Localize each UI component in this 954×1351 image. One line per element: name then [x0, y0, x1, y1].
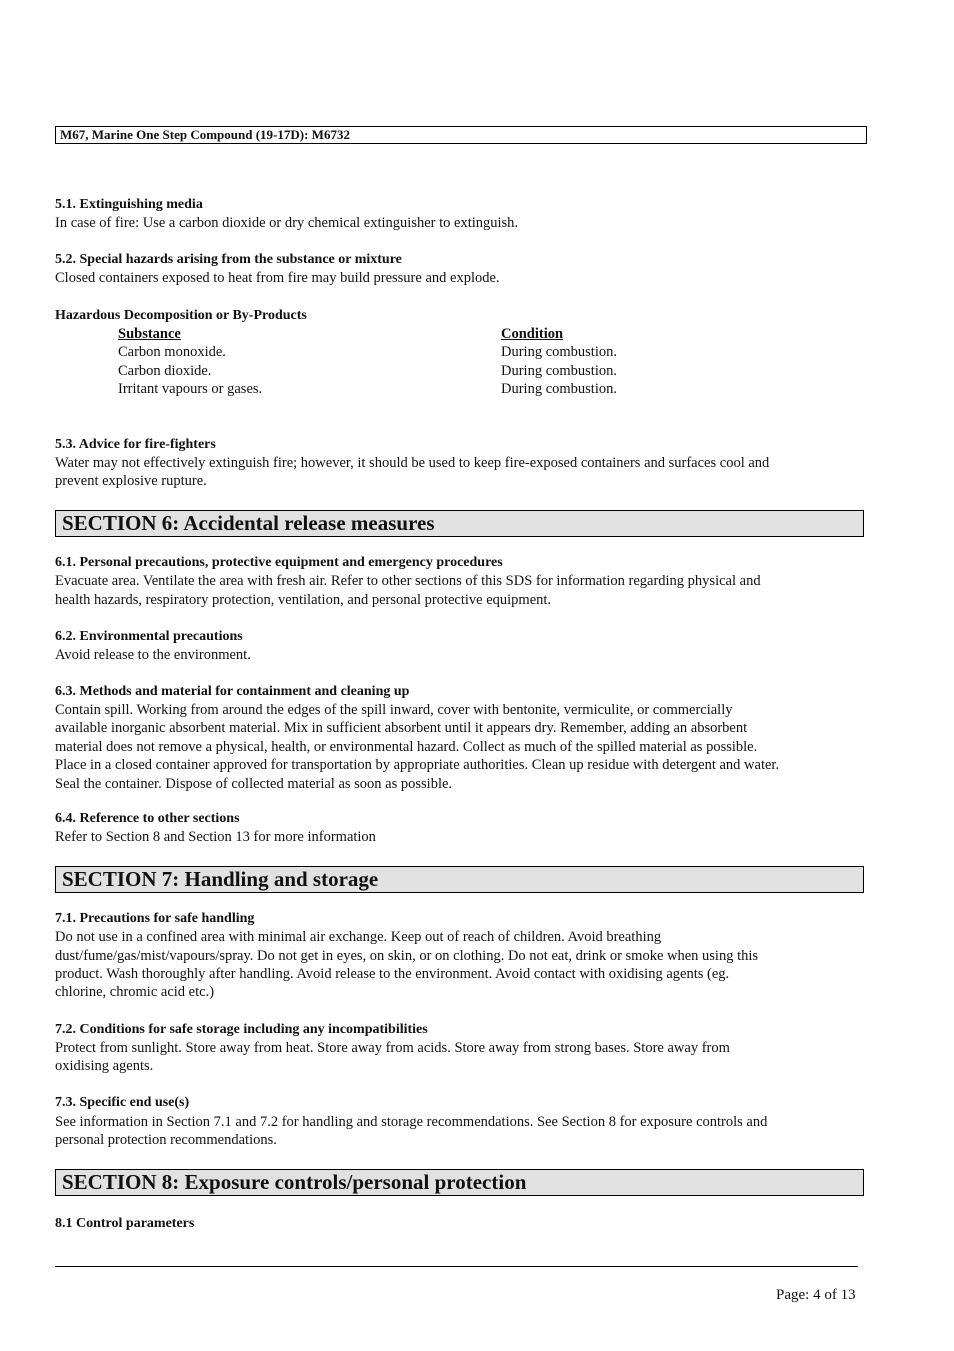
heading-7-1: 7.1. Precautions for safe handling — [55, 911, 255, 926]
substance-column-header: Substance — [118, 326, 181, 342]
heading-6-2: 6.2. Environmental precautions — [55, 629, 243, 644]
condition-cell: During combustion. — [501, 344, 617, 360]
text-6-3-line: Place in a closed container approved for transportation by appropriate authorities. Clean up residue with detergent and water. — [55, 757, 780, 773]
text-6-2: Avoid release to the environment. — [55, 647, 251, 663]
decomposition-heading: Hazardous Decomposition or By-Products — [55, 308, 307, 323]
page-number: Page: 4 of 13 — [776, 1287, 856, 1303]
text-7-1-line: product. Wash thoroughly after handling. Avoid release to the environment. Avoid contact with oxidising agents (eg. — [55, 966, 730, 982]
heading-7-3: 7.3. Specific end use(s) — [55, 1095, 190, 1110]
text-7-2-line: oxidising agents. — [55, 1058, 154, 1074]
footer-divider — [55, 1266, 858, 1267]
text-7-3-line: See information in Section 7.1 and 7.2 for handling and storage recommendations. See Section 8 for exposure controls and — [55, 1114, 768, 1130]
text-5-3-line: Water may not effectively extinguish fire; however, it should be used to keep fire-exposed containers and surfaces cool and — [55, 455, 770, 471]
text-5-2: Closed containers exposed to heat from fire may build pressure and explode. — [55, 270, 500, 286]
substance-cell: Carbon dioxide. — [118, 363, 212, 379]
text-5-3-line: prevent explosive rupture. — [55, 473, 207, 489]
heading-5-3: 5.3. Advice for fire-fighters — [55, 437, 216, 452]
text-6-3-line: Seal the container. Dispose of collected material as soon as possible. — [55, 776, 453, 792]
heading-6-1: 6.1. Personal precautions, protective equipment and emergency procedures — [55, 555, 503, 570]
substance-cell: Carbon monoxide. — [118, 344, 226, 360]
heading-6-4: 6.4. Reference to other sections — [55, 811, 240, 826]
text-7-3-line: personal protection recommendations. — [55, 1132, 277, 1148]
section-8-title: SECTION 8: Exposure controls/personal protection — [55, 1169, 864, 1196]
heading-5-1: 5.1. Extinguishing media — [55, 197, 203, 212]
text-6-4: Refer to Section 8 and Section 13 for more information — [55, 829, 376, 845]
text-7-1-line: dust/fume/gas/mist/vapours/spray. Do not get in eyes, on skin, or on clothing. Do not eat, drink or smoke when using this — [55, 948, 759, 964]
text-6-3-line: Contain spill. Working from around the edges of the spill inward, cover with bentonite, vermiculite, or commercially — [55, 702, 733, 718]
section-7-title: SECTION 7: Handling and storage — [55, 866, 864, 893]
document-header — [55, 126, 867, 144]
text-6-1-line: Evacuate area. Ventilate the area with fresh air. Refer to other sections of this SDS for information regarding physical and — [55, 573, 761, 589]
text-7-2-line: Protect from sunlight. Store away from heat. Store away from acids. Store away from strong bases. Store away from — [55, 1040, 730, 1056]
text-6-3-line: material does not remove a physical, health, or environmental hazard. Collect as much of the spilled material as possible. — [55, 739, 758, 755]
text-5-1: In case of fire: Use a carbon dioxide or dry chemical extinguisher to extinguish. — [55, 215, 519, 231]
condition-cell: During combustion. — [501, 363, 617, 379]
substance-cell: Irritant vapours or gases. — [118, 381, 263, 397]
product-name: M67, Marine One Step Compound (19-17D): M6732 — [60, 127, 350, 142]
heading-6-3: 6.3. Methods and material for containment and cleaning up — [55, 684, 410, 699]
text-7-1-line: Do not use in a confined area with minimal air exchange. Keep out of reach of children. Avoid breathing — [55, 929, 662, 945]
section-6-title: SECTION 6: Accidental release measures — [55, 510, 864, 537]
heading-7-2: 7.2. Conditions for safe storage including any incompatibilities — [55, 1022, 428, 1037]
condition-cell: During combustion. — [501, 381, 617, 397]
text-7-1-line: chlorine, chromic acid etc.) — [55, 984, 215, 1000]
heading-8-1: 8.1 Control parameters — [55, 1216, 195, 1231]
text-6-1-line: health hazards, respiratory protection, ventilation, and personal protective equipment. — [55, 592, 552, 608]
heading-5-2: 5.2. Special hazards arising from the substance or mixture — [55, 252, 402, 267]
condition-column-header: Condition — [501, 326, 564, 342]
text-6-3-line: available inorganic absorbent material. Mix in sufficient absorbent until it appears dry. Remember, adding an absorbent — [55, 720, 748, 736]
